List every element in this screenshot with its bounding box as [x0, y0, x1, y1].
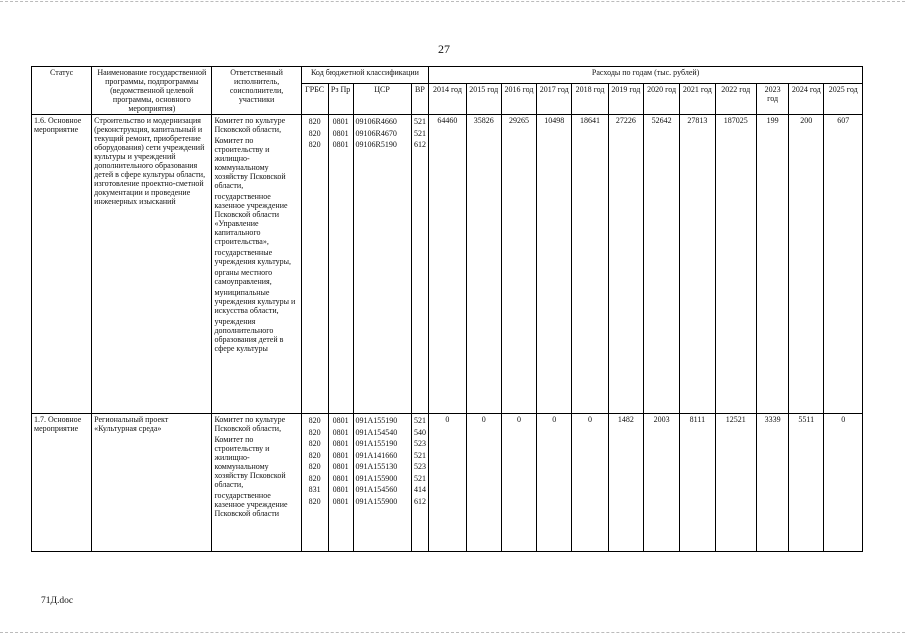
- value-2019: 1482: [608, 414, 643, 552]
- vr-value: 521: [413, 450, 426, 460]
- header-row-1: [32, 67, 863, 84]
- csr-value: 091A155900: [355, 473, 398, 483]
- rz-value: 0801: [332, 117, 349, 126]
- row-vr: [411, 414, 429, 552]
- csr-value: 091A154540: [355, 427, 398, 437]
- vr-value: 612: [413, 140, 426, 149]
- csr-value: 09106R4670: [355, 128, 397, 138]
- grbs-value: 820: [308, 140, 321, 149]
- header-expenses: Расходы по годам (тыс. рублей): [429, 67, 863, 84]
- rz-value: 0801: [332, 450, 349, 460]
- row-grbs: [301, 115, 328, 414]
- grbs-value: 831: [308, 485, 321, 494]
- grbs-value: 820: [308, 416, 321, 425]
- header-year: 2023 год: [757, 84, 789, 115]
- grbs-value: 820: [308, 117, 321, 126]
- page-number: 27: [438, 42, 450, 56]
- value-2018: 0: [572, 414, 608, 552]
- row-responsible: [212, 414, 301, 552]
- value-2020: 2003: [643, 414, 679, 552]
- csr-value: 091A155130: [355, 462, 398, 471]
- rz-value: 0801: [332, 140, 349, 149]
- header-rz: Рз Пр: [328, 84, 353, 115]
- row-responsible: [212, 115, 301, 414]
- value-2021: 8111: [680, 414, 715, 552]
- grbs-value: 820: [308, 496, 321, 506]
- value-2014: 0: [429, 414, 466, 552]
- rz-value: 0801: [332, 462, 349, 471]
- header-year: 2025 год: [824, 84, 863, 115]
- csr-value: 091A155190: [355, 416, 398, 425]
- csr-value: 091A155900: [355, 496, 398, 506]
- value-2014: 64460: [429, 115, 466, 414]
- csr-value: 091A154560: [355, 485, 398, 494]
- row-status: 1.6. Основное мероприятие: [32, 115, 92, 414]
- header-grbs: ГРБС: [301, 84, 328, 115]
- csr-value: 091A155190: [355, 439, 398, 448]
- vr-value: 414: [413, 485, 426, 494]
- responsible-item: государственное казенное учреждение Псковской области «Управление капитального строительства»,: [214, 192, 288, 246]
- value-2017: 0: [537, 414, 572, 552]
- header-year: 2024 год: [789, 84, 824, 115]
- responsible-item: учреждения дополнительного образования детей в сфере культуры: [214, 317, 284, 353]
- grbs-value: 820: [308, 450, 321, 460]
- header-name: Наименование государственной программы, подпрограммы (ведомственной целевой программы, основного мероприятия): [92, 67, 212, 115]
- responsible-item: государственное казенное учреждение Псковской области: [214, 491, 288, 518]
- vr-value: 521: [413, 117, 426, 126]
- rz-value: 0801: [332, 427, 349, 437]
- grbs-value: 820: [308, 473, 321, 483]
- row-grbs: [301, 414, 328, 552]
- responsible-item: Комитет по строительству и жилищно-коммунальному хозяйству Псковской области,: [214, 136, 286, 190]
- vr-value: 521: [413, 473, 426, 483]
- vr-value: 523: [413, 462, 426, 471]
- value-2024: 5511: [789, 414, 824, 552]
- value-2025: 607: [824, 115, 863, 414]
- header-year: 2020 год: [643, 84, 679, 115]
- header-year: 2016 год: [501, 84, 536, 115]
- rz-value: 0801: [332, 439, 349, 448]
- row-csr: [353, 414, 411, 552]
- value-2016: 0: [501, 414, 536, 552]
- responsible-item: Комитет по культуре Псковской области,: [214, 415, 286, 433]
- row-rz: [328, 414, 353, 552]
- value-2024: 200: [789, 115, 824, 414]
- vr-value: 523: [413, 439, 426, 448]
- header-year: 2015 год: [466, 84, 501, 115]
- footer-filename: 71Д.doc: [41, 596, 74, 606]
- grbs-value: 820: [308, 462, 321, 471]
- responsible-item: государственные учреждения культуры,: [214, 248, 291, 266]
- value-2022: 12521: [715, 414, 756, 552]
- rz-value: 0801: [332, 485, 349, 494]
- row-name: Строительство и модернизация (реконструкция, капитальный и текущий ремонт, приобретение оборудования) сети учреждений культуры и учреждений дополнительного образования детей в сфере культуры области, изготовление проектно-сметной документации и проведение инженерных изысканий: [92, 115, 212, 414]
- responsible-item: органы местного самоуправления,: [214, 268, 273, 286]
- vr-value: 521: [413, 128, 426, 138]
- responsible-item: Комитет по строительству и жилищно-коммунальному хозяйству Псковской области,: [214, 435, 286, 489]
- budget-table: [31, 66, 863, 552]
- value-2025: 0: [824, 414, 863, 552]
- header-year: 2014 год: [429, 84, 466, 115]
- value-2015: 35826: [466, 115, 501, 414]
- table-row: [32, 115, 863, 414]
- header-year: 2019 год: [608, 84, 643, 115]
- header-status: Статус: [32, 67, 92, 115]
- header-budget-code: Код бюджетной классификации: [301, 67, 429, 84]
- row-vr: [411, 115, 429, 414]
- responsible-item: Комитет по культуре Псковской области,: [214, 116, 286, 134]
- row-name: Региональный проект «Культурная среда»: [92, 414, 212, 552]
- header-vr: ВР: [411, 84, 429, 115]
- scan-edge-bottom: [0, 632, 905, 633]
- value-2023: 199: [757, 115, 789, 414]
- header-csr: ЦСР: [353, 84, 411, 115]
- grbs-value: 820: [308, 439, 321, 448]
- vr-value: 612: [413, 496, 426, 506]
- value-2015: 0: [466, 414, 501, 552]
- table-row: [32, 414, 863, 552]
- header-year: 2021 год: [680, 84, 715, 115]
- scan-edge-top: [0, 1, 905, 2]
- value-2019: 27226: [608, 115, 643, 414]
- row-status: 1.7. Основное мероприятие: [32, 414, 92, 552]
- vr-value: 540: [413, 427, 426, 437]
- header-year: 2018 год: [572, 84, 608, 115]
- header-responsible: Ответственный исполнитель, соисполнители, участники: [212, 67, 301, 115]
- header-year: 2017 год: [537, 84, 572, 115]
- vr-value: 521: [413, 416, 426, 425]
- value-2022: 187025: [715, 115, 756, 414]
- value-2018: 18641: [572, 115, 608, 414]
- rz-value: 0801: [332, 473, 349, 483]
- rz-value: 0801: [332, 496, 349, 506]
- responsible-item: муниципальные учреждения культуры и искусства области,: [214, 288, 296, 315]
- row-rz: [328, 115, 353, 414]
- rz-value: 0801: [332, 128, 349, 138]
- value-2023: 3339: [757, 414, 789, 552]
- csr-value: 09106R5190: [355, 140, 397, 149]
- header-year: 2022 год: [715, 84, 756, 115]
- csr-value: 091A141660: [355, 450, 398, 460]
- value-2021: 27813: [680, 115, 715, 414]
- value-2017: 10498: [537, 115, 572, 414]
- grbs-value: 820: [308, 427, 321, 437]
- csr-value: 09106R4660: [355, 117, 397, 126]
- grbs-value: 820: [308, 128, 321, 138]
- rz-value: 0801: [332, 416, 349, 425]
- value-2016: 29265: [501, 115, 536, 414]
- value-2020: 52642: [643, 115, 679, 414]
- row-csr: [353, 115, 411, 414]
